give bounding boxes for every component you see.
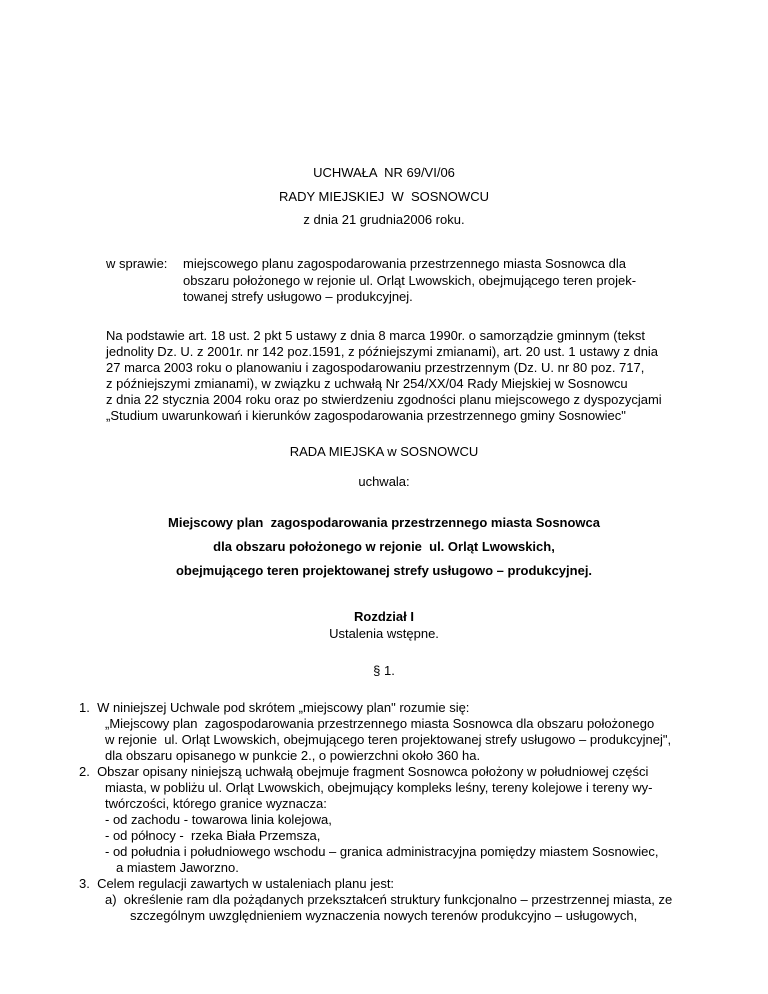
point-2-line-2: miasta, w pobliżu ul. Orląt Lwowskich, obejmujący kompleks leśny, tereny kolejowe i tereny wy- [105,780,653,795]
section-paragraph-mark: § 1. [373,663,395,678]
subject-line-1: miejscowego planu zagospodarowania przestrzennego miasta Sosnowca dla [183,256,626,271]
legal-basis-line-3: 27 marca 2003 roku o planowaniu i zagospodarowaniu przestrzennym (Dz. U. nr 80 poz. 717, [106,360,645,375]
resolves-verb: uchwala: [358,474,410,489]
point-3-item-a: a) określenie ram dla pożądanych przekształceń struktury funkcjonalno – przestrzennej miasta, ze [105,892,673,907]
point-2-boundary-north: - od północy - rzeka Biała Przemsza, [105,828,321,843]
point-1-line-3: w rejonie ul. Orląt Lwowskich, obejmującego teren projektowanej strefy usługowo – produkcyjnej", [105,732,672,747]
resolution-date: z dnia 21 grudnia2006 roku. [303,212,465,227]
council-heading: RADA MIEJSKA w SOSNOWCU [289,444,479,459]
resolution-number: UCHWAŁA NR 69/VI/06 [313,165,455,180]
point-3-item-a-cont: szczególnym uwzględnieniem wyznaczenia nowych terenów produkcyjno – usługowych, [130,908,638,923]
legal-basis-line-2: jednolity Dz. U. z 2001r. nr 142 poz.1591, z późniejszymi zmianami), art. 20 ust. 1 ustawy z dnia [106,344,659,359]
point-3-line-1: 3. Celem regulacji zawartych w ustaleniach planu jest: [79,876,395,891]
legal-basis-line-6: „Studium uwarunkowań i kierunków zagospodarowania przestrzennego gminy Sosnowiec" [106,408,626,423]
point-2-line-1: 2. Obszar opisany niniejszą uchwałą obejmuje fragment Sosnowca położony w południowej części [79,764,649,779]
point-2-boundary-south: - od południa i południowego wschodu – granica administracyjna pomiędzy miastem Sosnowiec, [105,844,659,859]
subject-line-3: towanej strefy usługowo – produkcyjnej. [183,289,413,304]
subject-label: w sprawie: [106,256,168,271]
subject-line-2: obszaru położonego w rejonie ul. Orląt Lwowskich, obejmującego teren projek- [183,273,637,288]
point-2-line-3: twórczości, którego granice wyznacza: [105,796,327,811]
point-2-boundary-south-cont: a miastem Jaworzno. [116,860,239,875]
plan-title-line-3: obejmującego teren projektowanej strefy usługowo – produkcyjnej. [175,563,593,578]
point-1-line-4: dla obszaru opisanego w punkcie 2., o powierzchni około 360 ha. [105,748,481,763]
issuing-council: RADY MIEJSKIEJ W SOSNOWCU [279,189,489,204]
legal-basis-line-1: Na podstawie art. 18 ust. 2 pkt 5 ustawy z dnia 8 marca 1990r. o samorządzie gminnym (tekst [106,328,646,343]
chapter-subtitle: Ustalenia wstępne. [329,626,439,641]
point-2-boundary-west: - od zachodu - towarowa linia kolejowa, [105,812,332,827]
point-1-line-2: „Miejscowy plan zagospodarowania przestrzennego miasta Sosnowca dla obszaru położonego [105,716,655,731]
plan-title-line-1: Miejscowy plan zagospodarowania przestrzennego miasta Sosnowca [168,515,600,530]
chapter-title: Rozdział I [354,609,414,624]
legal-basis-line-4: z późniejszymi zmianami), w związku z uchwałą Nr 254/XX/04 Rady Miejskiej w Sosnowcu [106,376,628,391]
legal-basis-line-5: z dnia 22 stycznia 2004 roku oraz po stwierdzeniu zgodności planu miejscowego z dyspozycjami [106,392,662,407]
plan-title-line-2: dla obszaru położonego w rejonie ul. Orląt Lwowskich, [213,539,555,554]
point-1-line-1: 1. W niniejszej Uchwale pod skrótem „miejscowy plan" rozumie się: [79,700,470,715]
